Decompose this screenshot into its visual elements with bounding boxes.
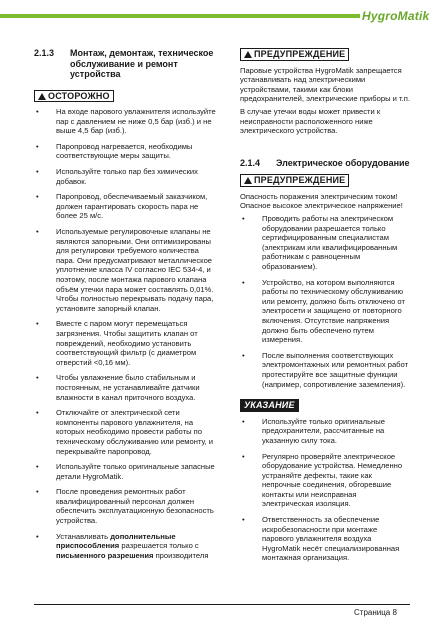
list-item: • Вместе с паром могут перемещаться загрязнения. Чтобы защитить клапан от повреждений, необходимо установить соответствующий фильтр (с диаметром отверстий <0,16 мм). [34, 319, 216, 367]
list-item: • Используйте только оригинальные предохранители, рассчитанные на указанную силу тока. [240, 417, 410, 446]
list-item: • Используемые регулировочные клапаны не являются запорными. Они оптимизированы для регулировки требуемого количества пара. Они предусматривают металлическое уплотнение класса IV согласно IEC 534-4, и поэтому, после монтажа парового клапана объём утечки пара может составлять 0,01%. Чтобы полностью перекрывать подачу пара, установите запорный клапан. [34, 227, 216, 313]
hygromatik-logo: HygroMatik [362, 9, 430, 23]
section-title: Монтаж, демонтаж, техническое обслуживание и ремонт устройства [70, 48, 214, 79]
list-item: • После выполнения соответствующих электромонтажных или ремонтных работ протестируйте все защитные функции (например, сопротивление заземления). [240, 351, 410, 389]
list-item: • Используйте только пар без химических добавок. [34, 167, 216, 186]
paragraph: Паровые устройства HygroMatik запрещается устанавливать над электрическими устройствами, такими как блоки предохранителей, электрические приборы и т.п. [240, 65, 410, 104]
paragraph: Опасное высокое электрическое напряжение! [240, 201, 403, 211]
caution-list [34, 107, 216, 560]
list-item: • Паропровод, обеспечиваемый заказчиком, должен гарантировать скорость пара не более 25 м/с. [34, 192, 216, 221]
note-label: УКАЗАНИЕ [240, 399, 299, 412]
list-item: • Используйте только оригинальные запасные детали HygroMatik. [34, 462, 216, 481]
caution-label: ОСТОРОЖНО [34, 90, 114, 103]
list-item: • После проведения ремонтных работ квалифицированный персонал должен обеспечить эксплуатационную безопасность устройства. [34, 487, 216, 525]
page-number: Страница 8 [354, 608, 397, 617]
list-item: • Устройство, на котором выполняются работы по техническому обслуживанию или ремонту, должно быть отключено от электросети и защищено от повторного включения. Отсутствие напряжения должно быть обеспечено путем измерения. [240, 278, 410, 345]
section-title: Электрическое оборудование [276, 157, 410, 168]
warning-label-2: ПРЕДУПРЕЖДЕНИЕ [240, 174, 349, 187]
right-column [240, 48, 410, 569]
section-heading-2-1-4 [240, 158, 410, 169]
list-item: • Ответственность за обеспечение искробезопасности при монтаже парового увлажнителя воздуха HygroMatik несёт специализированная монтажная организация. [240, 515, 410, 563]
section-heading-2-1-3 [34, 48, 216, 80]
section-number: 2.1.3 [34, 48, 55, 58]
footer-divider [34, 604, 410, 605]
electrical-list [240, 214, 410, 389]
warning-triangle-icon [244, 51, 252, 58]
paragraph: В случае утечки воды может привести к неисправности расположенного ниже электрического устройства. [240, 106, 381, 136]
note-list [240, 417, 410, 563]
list-item: • Проводить работы на электрическом оборудовании разрешается только сертифицированным специалистам (электрикам или квалифицированным работникам с равноценным образованием). [240, 214, 410, 272]
warning-triangle-icon [38, 93, 46, 100]
list-item: • Чтобы увлажнение было стабильным и постоянным, не устанавливайте датчики влажности в канал приточного воздуха. [34, 373, 216, 402]
list-item: • Паропровод нагревается, необходимы соответствующие меры защиты. [34, 142, 216, 161]
list-item: • Регулярно проверяйте электрическое оборудование устройства. Немедленно устраняйте дефекты, такие как непрочные соединения, обгоревшие контакты или неисправная электрическая изоляция. [240, 452, 410, 510]
section-number: 2.1.4 [240, 157, 261, 168]
warning-label-1: ПРЕДУПРЕЖДЕНИЕ [240, 48, 349, 61]
list-item: • Устанавливать дополнительные приспособления разрешается только с письменного разрешения производителя [34, 532, 216, 561]
warning-triangle-icon [244, 177, 252, 184]
list-item: • На входе парового увлажнителя используйте пар с давлением не ниже 0,5 бар (изб.) и не выше 4,5 бар (изб.). [34, 107, 216, 136]
paragraph: Опасность поражения электрическим током! [240, 191, 398, 201]
header-green-line [0, 14, 360, 18]
header-bar [0, 7, 446, 25]
list-item: • Отключайте от электрической сети компоненты парового увлажнителя, на которых необходимо провести работы по техническому обслуживанию или ремонту, и перекрывайте паропровод. [34, 408, 216, 456]
left-column [34, 48, 216, 566]
